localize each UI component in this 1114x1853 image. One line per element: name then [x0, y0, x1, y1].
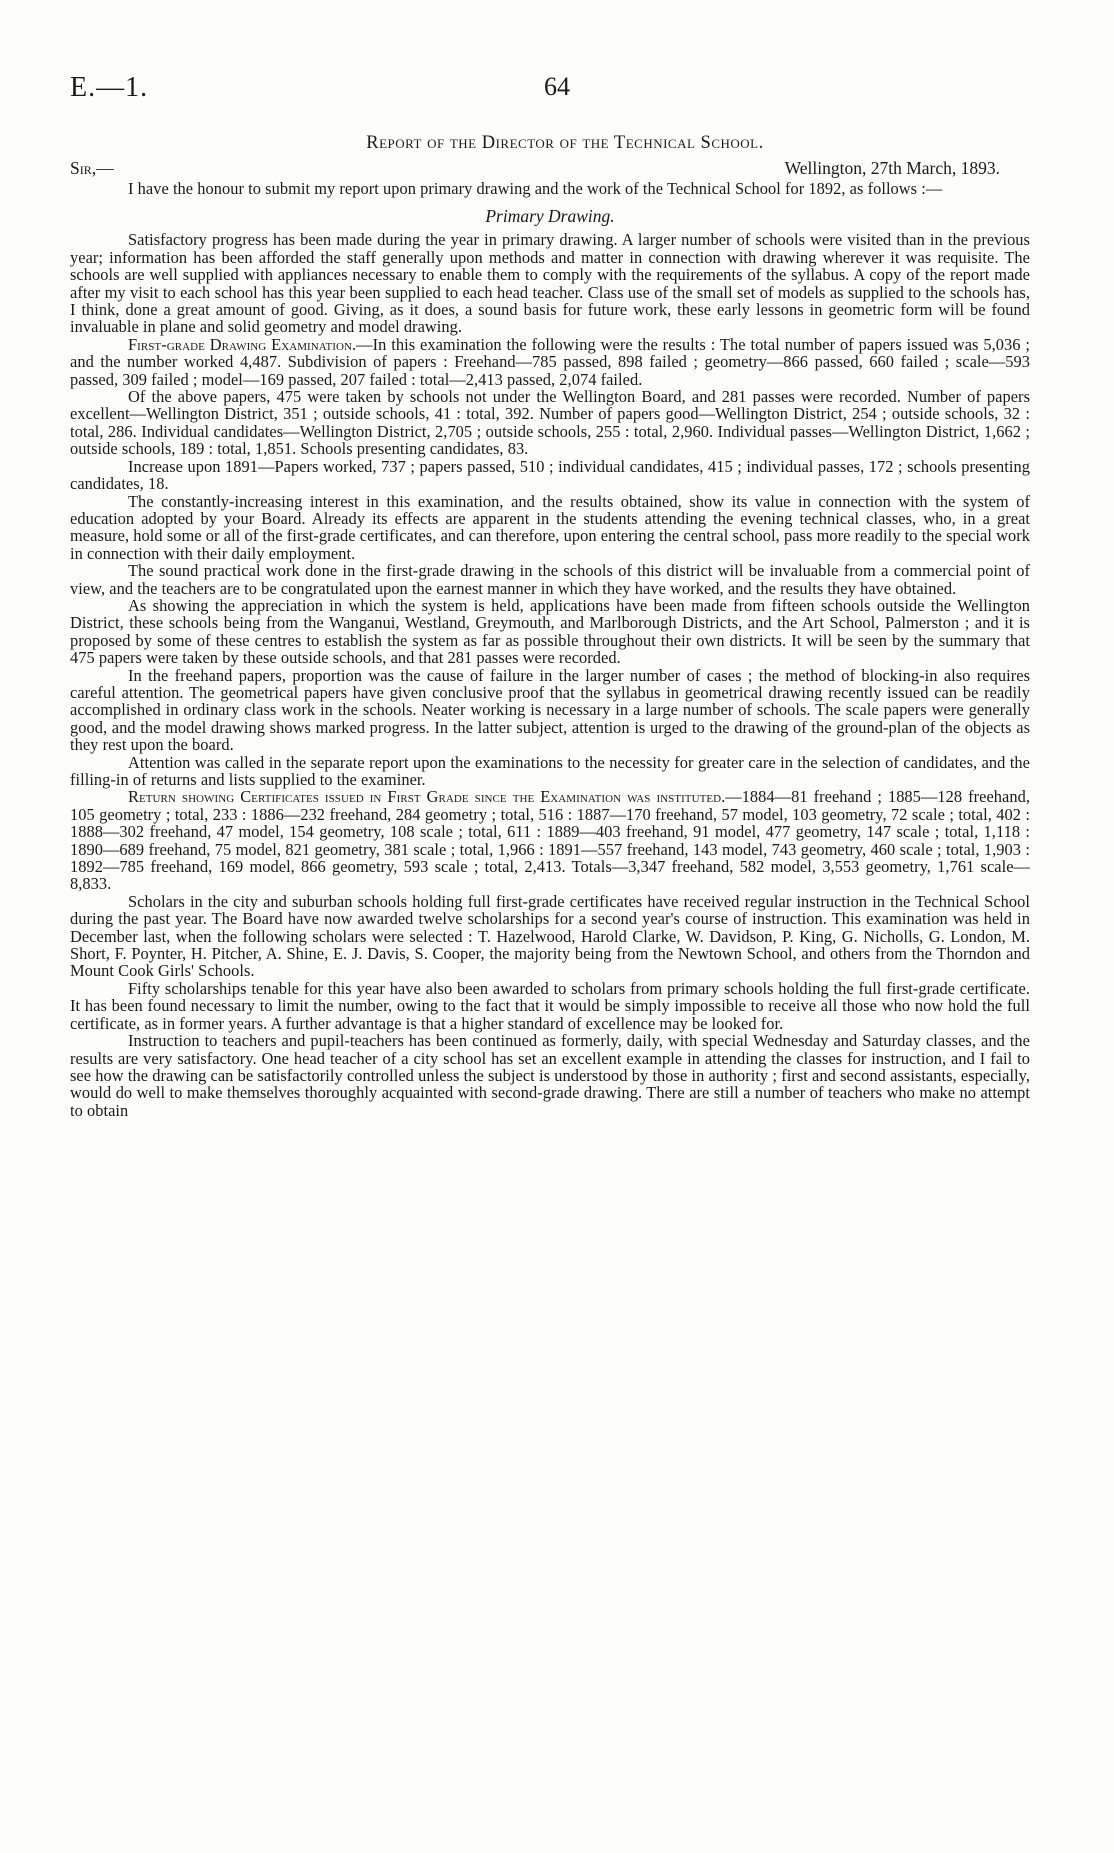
paragraph: Increase upon 1891—Papers worked, 737 ; papers passed, 510 ; individual candidates, 415 ; individual passes, 172 ; schools presenting candidates, 18.: [70, 456, 1030, 494]
paragraph: Satisfactory progress has been made during the year in primary drawing. A larger number of schools were visited than in the previous year; information has been afforded the staff generally upon methods and matter in connection with drawing wherever it was requisite. The schools are well supplied with appliances necessary to enable them to comply with the requirements of the syllabus. A copy of the report made after my visit to each school has this year been supplied to each head teacher. Class use of the small set of models as supplied to the schools has, I think, done a great amount of good. Giving, as it does, a sound basis for future work, these early lessons in geometric form will be found invaluable in plane and solid geometry and model drawing.: [70, 230, 1030, 337]
paragraph: Fifty scholarships tenable for this year have also been awarded to scholars from primary schools holding the full first-grade certificate. It has been found necessary to limit the number, owing to the fact that it would be simply impossible to receive all those who now hold the full certificate, as in former years. A further advantage is that a higher standard of excellence may be looked for.: [70, 978, 1030, 1033]
paragraph: Instruction to teachers and pupil-teachers has been continued as formerly, daily, with special Wednesday and Saturday classes, and the results are very satisfactory. One head teacher of a city school has set an excellent example in attending the classes for instruction, and I fail to see how the drawing can be satisfactorily controlled unless the subject is understood by those in authority ; first and second assistants, especially, would do well to make themselves thoroughly acquainted with second-grade drawing. There are still a number of teachers who make no attempt to obtain: [70, 1031, 1030, 1120]
paragraph: The sound practical work done in the first-grade drawing in the schools of this district will be invaluable from a commercial point of view, and the teachers are to be congratulated upon the earnest manner in which they have worked, and the results they have obtained.: [70, 561, 1030, 598]
paragraph: In the freehand papers, proportion was the cause of failure in the larger number of cases ; the method of blocking-in also requires careful attention. The geometrical papers have given conclusive proof that the syllabus in geometrical drawing recently issued can be readily accomplished in ordinary class work in the schools. Neater working is necessary in a large number of schools. The scale papers were generally good, and the model drawing shows marked progress. In the latter subject, attention is urged to the drawing of the ground-plan of the objects as they rest upon the board.: [70, 665, 1030, 755]
report-title: Report of the Director of the Technical School.: [366, 133, 764, 153]
paragraph: As showing the appreciation in which the system is held, applications have been made from fifteen schools outside the Wellington District, these schools being from the Wanganui, Westland, Greymouth, and Marlborough Districts, and the Art School, Palmerston ; and it is proposed by some of these centres to establish the system as far as possible throughout their own districts. It will be seen by the summary that 475 papers were taken by these outside schools, and that 281 passes were recorded.: [70, 595, 1030, 668]
return-text: —1884—81 freehand ; 1885—128 freehand, 105 geometry ; total, 233 : 1886—232 freehand, 284 geometry ; total, 516 : 1887—170 freehand, 57 model, 103 geometry, 72 scale ; total, 402 : 1888—302 freehand, 47 model, 154 geometry, 108 scale ; total, 611 : 1889—403 freehand, 91 model, 477 geometry, 147 scale ; total, 1,118 : 1890—689 freehand, 75 model, 821 geometry, 381 scale ; total, 1,966 : 1891—557 freehand, 143 model, 743 geometry, 460 scale ; total, 1,903 : 1892—785 freehand, 169 model, 866 geometry, 593 scale ; total, 2,413. Totals—3,347 freehand, 582 model, 3,553 geometry, 1,761 scale—8,833.: [70, 787, 1030, 894]
return-heading: Return showing Certificates issued in First Grade since the Examination was instituted.: [128, 787, 726, 807]
salutation: Sir,—: [70, 158, 114, 178]
paragraph: The constantly-increasing interest in this examination, and the results obtained, show its value in connection with the system of education adopted by your Board. Already its effects are apparent in the students attending the evening technical classes, who, in a great measure, hold some or all of the first-grade certificates, and can therefore, upon entering the central school, pass more readily to the special work in connection with their daily employment.: [70, 491, 1030, 563]
certificates-return-paragraph: [70, 788, 1030, 892]
page-number: 64: [544, 72, 570, 101]
exam-text: —In this examination the following were the results : The total number of papers issued was 5,036 ; and the number worked 4,487. Subdivision of papers : Freehand—785 passed, 898 failed ; geometry—866 passed, 660 failed ; scale—593 passed, 309 failed ; model—169 passed, 207 failed : total—2,413 passed, 2,074 failed.: [70, 334, 1030, 389]
salutation-row: [70, 156, 1030, 180]
paragraph: Of the above papers, 475 were taken by schools not under the Wellington Board, and 281 passes were recorded. Number of papers excellent—Wellington District, 351 ; outside schools, 41 : total, 392. Number of papers good—Wellington District, 254 ; outside schools, 32 : total, 286. Individual candidates—Wellington District, 2,705 ; outside schools, 255 : total, 2,960. Individual passes—Wellington District, 1,662 ; outside schools, 189 : total, 1,851. Schools presenting candidates, 83.: [70, 387, 1030, 459]
exam-heading: First-grade Drawing Examination.: [128, 334, 357, 354]
report-body: [70, 130, 1030, 1119]
series-code: E.—1.: [70, 72, 149, 103]
paragraph: Attention was called in the separate report upon the examinations to the necessity for greater care in the selection of candidates, and the filling-in of returns and lists supplied to the examiner.: [70, 752, 1030, 789]
exam-results-paragraph: [70, 336, 1030, 388]
intro-paragraph: I have the honour to submit my report upon primary drawing and the work of the Technical School for 1892, as follows :—: [128, 179, 943, 198]
place-date: Wellington, 27th March, 1893.: [784, 158, 1000, 178]
section-heading: Primary Drawing.: [485, 206, 615, 227]
paragraph: Scholars in the city and suburban schools holding full first-grade certificates have received regular instruction in the Technical School during the past year. The Board have now awarded twelve scholarships for a second year's course of instruction. This examination was held in December last, when the following scholars were selected : T. Hazelwood, Harold Clarke, W. Davidson, P. King, G. Nicholls, G. London, M. Short, F. Poynter, H. Pitcher, A. Shine, E. J. Davis, S. Cooper, the majority being from the Newtown School, and others from the Thorndon and Mount Cook Girls' Schools.: [70, 891, 1030, 981]
